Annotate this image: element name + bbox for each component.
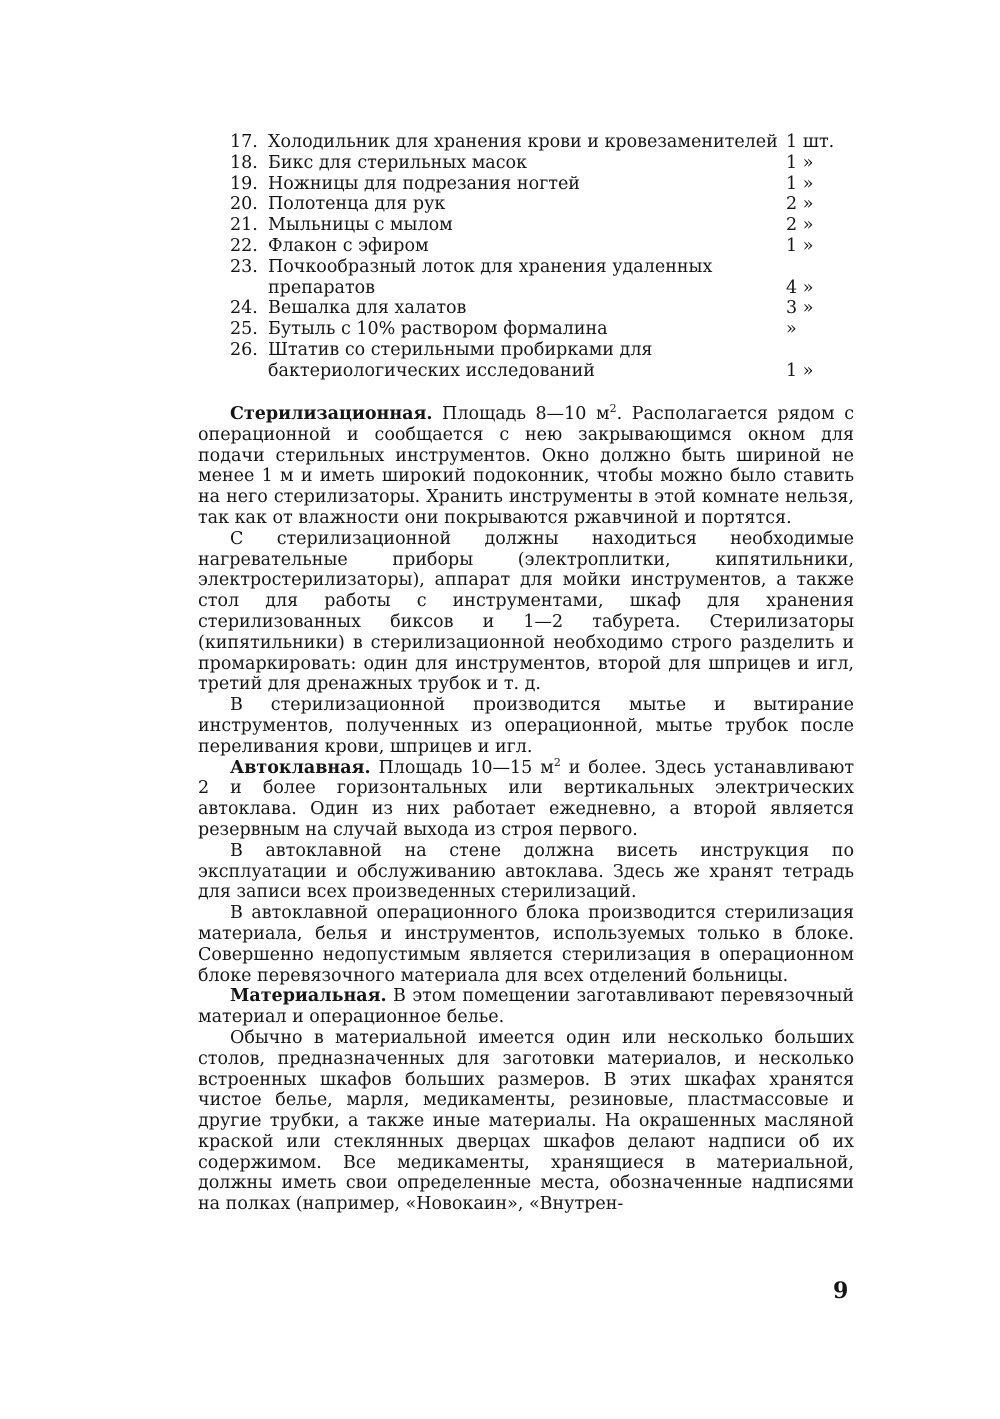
item-text: Вешалка для халатов	[268, 298, 467, 319]
list-item	[230, 153, 862, 174]
list-item	[230, 340, 862, 382]
item-text: Полотенца для рук	[268, 194, 446, 215]
paragraph: С стерилизационной должны находиться необходимые нагревательные приборы (электроплитки, кипятильники, электростерилизаторы), аппарат для мойки инструментов, а также стол для работы с инструментами, шкаф для хранения стерилизованных биксов и 1—2 табурета. Стерилизаторы (кипятильники) в стерилизационной необходимо строго разделить и промаркировать: один для инструментов, второй для шприцев и игл, третий для дренажных трубок и т. д.	[198, 528, 854, 695]
list-item	[230, 174, 862, 195]
item-number: 25.	[230, 319, 258, 340]
item-quantity: 4 »	[786, 277, 814, 298]
list-item	[230, 236, 862, 257]
item-quantity: »	[786, 319, 797, 340]
item-number: 18.	[230, 152, 258, 173]
item-quantity: 1 »	[786, 235, 814, 256]
item-text: Почкообразный лоток для хранения удаленных препаратов	[268, 256, 713, 298]
item-number: 22.	[230, 235, 258, 256]
item-number: 17.	[230, 132, 258, 152]
item-text: Штатив со стерильными пробирками для бактериологических исследований	[268, 339, 653, 381]
list-item	[230, 194, 862, 215]
section-heading-autoclave: Автоклавная.	[230, 757, 371, 778]
list-item	[230, 132, 862, 153]
paragraph: В автоклавной операционного блока производится стерилизация материала, белья и инструментов, используемых только в блоке. Совершенно недопустимым является стерилизация в операционном блоке перевязочного материала для всех отделений больницы.	[198, 903, 854, 986]
item-number: 21.	[230, 215, 258, 236]
paragraph-text: и более. Здесь устанавливают 2 и более горизонтальных или вертикальных электрических автоклава. Один из них работает ежедневно, а второй является резервным на случай выхода из строя первого.	[198, 757, 854, 840]
body-text	[198, 404, 854, 1215]
item-text: Бикс для стерильных масок	[268, 152, 528, 173]
sterilization-paragraph	[198, 404, 854, 529]
item-quantity: 3 »	[786, 298, 814, 319]
item-number: 19.	[230, 173, 258, 194]
item-text: Бутыль с 10% раствором формалина	[268, 319, 608, 340]
item-quantity: 2 »	[786, 215, 814, 236]
area-superscript: 2	[553, 755, 561, 769]
item-quantity: 1 »	[786, 173, 814, 194]
item-number: 23.	[230, 256, 258, 277]
area-text: Площадь 10—15 м	[370, 757, 554, 778]
item-quantity: 1 »	[786, 360, 814, 381]
item-number: 26.	[230, 339, 258, 360]
paragraph: Обычно в материальной имеется один или несколько больших столов, предназначенных для заготовки материалов, и несколько встроенных шкафов больших размеров. В этих шкафах хранятся чистое белье, марля, медикаменты, резиновые, пластмассовые и другие трубки, а также иные материалы. На окрашенных масляной краской или стеклянных дверцах шкафов делают надписи об их содержимом. Все медикаменты, хранящиеся в материальной, должны иметь свои определенные места, обозначенные надписями на полках (например, «Новокаин», «Внутрен-	[198, 1027, 854, 1215]
equipment-list	[230, 132, 862, 382]
item-number: 20.	[230, 194, 258, 215]
item-quantity: 2 »	[786, 194, 814, 215]
page-number: 9	[833, 1278, 849, 1304]
section-heading-sterilization: Стерилизационная.	[230, 404, 433, 424]
item-text: Мыльницы с мылом	[268, 215, 453, 236]
material-paragraph	[198, 986, 854, 1028]
list-item	[230, 298, 862, 319]
area-superscript: 2	[609, 402, 617, 416]
item-quantity: 1 »	[786, 152, 814, 173]
list-item	[230, 257, 862, 299]
item-text: Холодильник для хранения крови и кровезаменителей	[268, 132, 778, 152]
autoclave-paragraph	[198, 755, 854, 841]
paragraph-text: . Располагается рядом с операционной и сообщается с нею закрывающимся окном для подачи стерильных инструментов. Окно должно быть шириной не менее 1 м и иметь широкий подоконник, чтобы можно было ставить на него стерилизаторы. Хранить инструменты в этой комнате нельзя, так как от влажности они покрываются ржавчиной и портятся.	[198, 404, 854, 528]
paragraph: В стерилизационной производится мытье и вытирание инструментов, полученных из операционной, мытье трубок после переливания крови, шприцев и игл.	[198, 695, 854, 757]
section-heading-material: Материальная.	[230, 986, 387, 1007]
item-text: Флакон с эфиром	[268, 235, 429, 256]
paragraph-text: В этом помещении заготавливают перевязочный материал и операционное белье.	[198, 986, 854, 1028]
area-text: Площадь 8—10 м	[432, 404, 610, 424]
paragraph: В автоклавной на стене должна висеть инструкция по эксплуатации и обслуживанию автоклава. Здесь же хранят тетрадь для записи всех произведенных стерилизаций.	[198, 840, 854, 903]
list-item	[230, 215, 862, 236]
item-quantity: 1 шт.	[786, 132, 835, 152]
list-item	[230, 319, 862, 340]
item-number: 24.	[230, 298, 258, 319]
item-text: Ножницы для подрезания ногтей	[268, 173, 580, 194]
